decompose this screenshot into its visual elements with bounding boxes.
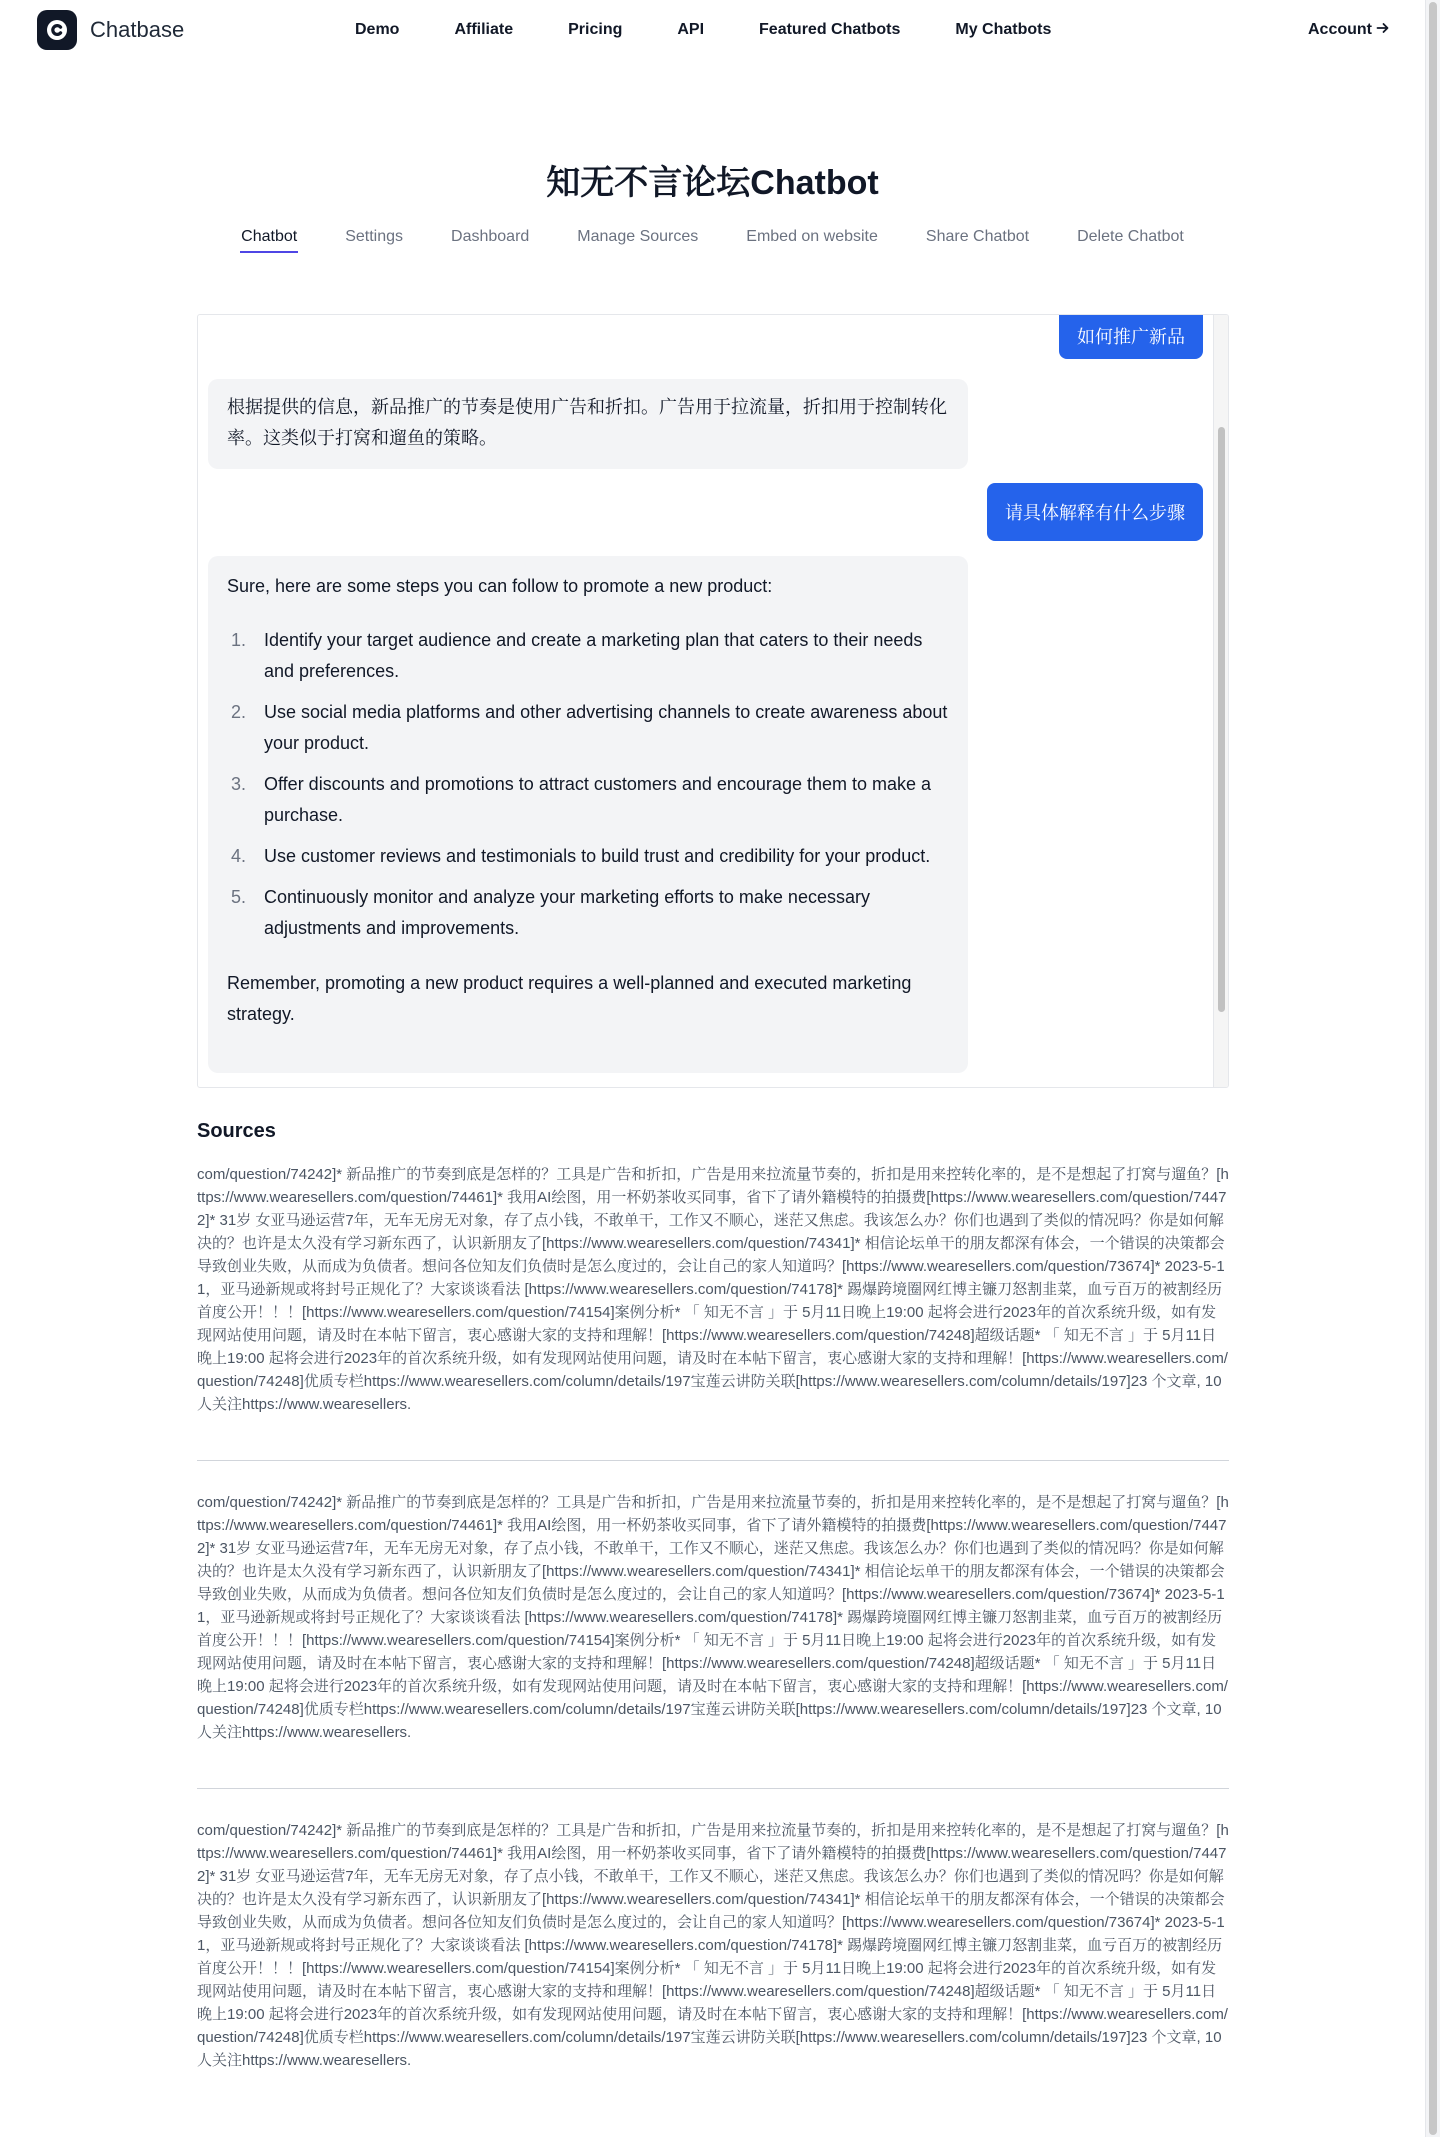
sources-title: Sources [197, 1120, 276, 1142]
step-text: Use social media platforms and other advertising channels to create awareness about your product. [264, 702, 948, 753]
chatbase-logo-icon [37, 10, 77, 50]
chat-scrollbar-thumb[interactable] [1218, 427, 1225, 1012]
page-scrollbar-thumb[interactable] [1429, 2, 1437, 2135]
chatbot-tabs [0, 226, 1425, 253]
tab-manage-sources[interactable]: Manage Sources [577, 228, 699, 245]
steps-list [227, 625, 949, 944]
nav-link-affiliate[interactable]: Affiliate [454, 21, 514, 38]
step-text: Offer discounts and promotions to attract customers and encourage them to make a purchase. [264, 774, 932, 825]
bot-message [208, 379, 968, 469]
page-scrollbar[interactable] [1425, 0, 1440, 2137]
bot-message-outro: Remember, promoting a new product requires a well-planned and executed marketing strategy. [227, 973, 912, 1024]
chat-scrollbar[interactable] [1213, 315, 1228, 1087]
nav-links [355, 0, 1051, 60]
source-item: com/question/74242]* 新品推广的节奏到底是怎样的？工具是广告和折扣，广告是用来拉流量节奏的，折扣是用来控转化率的，是不是想起了打窝与遛鱼？[https://www.wearesellers.com/question/74461]* 我用AI绘图，用一杯奶茶收买同事，省下了请外籍模特的拍摄费[https://www.wearesellers.com/question/74472]* 31岁 女亚马逊运营7年，无车无房无对象，存了点小钱，不敢单干，工作又不顺心，迷茫又焦虑。我该怎么办？你们也遇到了类似的情况吗？你是如何解决的？也许是太久没有学习新东西了，认识新朋友了[https://www.wearesellers.com/question/74341]* 相信论坛单干的朋友都深有体会，一个错误的决策都会导致创业失败，从而成为负债者。想问各位知友们负债时是怎么度过的，会让自己的家人知道吗？[https://www.wearesellers.com/question/73674]* 2023-5-11，亚马逊新规或将封号正规化了？大家谈谈看法 [https://www.wearesellers.com/question/74178]* 踢爆跨境圈网红博主镰刀怒割韭菜，血亏百万的被割经历首度公开！！！[https://www.wearesellers.com/question/74154]案例分析* 「 知无不言 」于 5月11日晚上19:00 起将会进行2023年的首次系统升级，如有发现网站使用问题，请及时在本帖下留言，衷心感谢大家的支持和理解！[https://www.wearesellers.com/question/74248]超级话题* 「 知无不言 」于 5月11日晚上19:00 起将会进行2023年的首次系统升级，如有发现网站使用问题，请及时在本帖下留言，衷心感谢大家的支持和理解！[https://www.wearesellers.com/question/74248]优质专栏https://www.wearesellers.com/column/details/197宝莲云讲防关联[https://www.wearesellers.com/column/details/197]23 个文章, 10 人关注https://www.wearesellers. [197, 1822, 1229, 2069]
nav-link-api[interactable]: API [677, 21, 705, 38]
nav-link-featured-chatbots[interactable]: Featured Chatbots [759, 21, 901, 38]
arrow-right-icon [1376, 21, 1390, 40]
step-number: 1. [231, 630, 247, 650]
step-text: Identify your target audience and create a marketing plan that caters to their needs and preferences. [264, 630, 923, 681]
step-number: 3. [231, 774, 247, 794]
step-number: 5. [231, 887, 247, 907]
list-item [227, 625, 949, 687]
list-item [227, 841, 949, 872]
bot-message-intro: Sure, here are some steps you can follow to promote a new product: [227, 576, 773, 596]
bot-message [208, 556, 968, 1073]
navbar [0, 0, 1425, 62]
tab-dashboard[interactable]: Dashboard [451, 228, 530, 245]
brand-name: Chatbase [90, 17, 185, 42]
tab-share-chatbot[interactable]: Share Chatbot [925, 228, 1030, 245]
step-text: Continuously monitor and analyze your marketing efforts to make necessary adjustments and improvements. [264, 887, 870, 938]
nav-link-pricing[interactable]: Pricing [568, 21, 623, 38]
source-divider [197, 1788, 1229, 1789]
step-number: 4. [231, 846, 247, 866]
source-item: com/question/74242]* 新品推广的节奏到底是怎样的？工具是广告和折扣，广告是用来拉流量节奏的，折扣是用来控转化率的，是不是想起了打窝与遛鱼？[https://www.wearesellers.com/question/74461]* 我用AI绘图，用一杯奶茶收买同事，省下了请外籍模特的拍摄费[https://www.wearesellers.com/question/74472]* 31岁 女亚马逊运营7年，无车无房无对象，存了点小钱，不敢单干，工作又不顺心，迷茫又焦虑。我该怎么办？你们也遇到了类似的情况吗？你是如何解决的？也许是太久没有学习新东西了，认识新朋友了[https://www.wearesellers.com/question/74341]* 相信论坛单干的朋友都深有体会，一个错误的决策都会导致创业失败，从而成为负债者。想问各位知友们负债时是怎么度过的，会让自己的家人知道吗？[https://www.wearesellers.com/question/73674]* 2023-5-11，亚马逊新规或将封号正规化了？大家谈谈看法 [https://www.wearesellers.com/question/74178]* 踢爆跨境圈网红博主镰刀怒割韭菜，血亏百万的被割经历首度公开！！！[https://www.wearesellers.com/question/74154]案例分析* 「 知无不言 」于 5月11日晚上19:00 起将会进行2023年的首次系统升级，如有发现网站使用问题，请及时在本帖下留言，衷心感谢大家的支持和理解！[https://www.wearesellers.com/question/74248]超级话题* 「 知无不言 」于 5月11日晚上19:00 起将会进行2023年的首次系统升级，如有发现网站使用问题，请及时在本帖下留言，衷心感谢大家的支持和理解！[https://www.wearesellers.com/question/74248]优质专栏https://www.wearesellers.com/column/details/197宝莲云讲防关联[https://www.wearesellers.com/column/details/197]23 个文章, 10 人关注https://www.wearesellers. [197, 1166, 1229, 1413]
page-title: 知无不言论坛Chatbot [546, 164, 879, 202]
tab-chatbot[interactable]: Chatbot [240, 226, 298, 253]
account-link[interactable] [1308, 0, 1390, 60]
source-item: com/question/74242]* 新品推广的节奏到底是怎样的？工具是广告和折扣，广告是用来拉流量节奏的，折扣是用来控转化率的，是不是想起了打窝与遛鱼？[https://www.wearesellers.com/question/74461]* 我用AI绘图，用一杯奶茶收买同事，省下了请外籍模特的拍摄费[https://www.wearesellers.com/question/74472]* 31岁 女亚马逊运营7年，无车无房无对象，存了点小钱，不敢单干，工作又不顺心，迷茫又焦虑。我该怎么办？你们也遇到了类似的情况吗？你是如何解决的？也许是太久没有学习新东西了，认识新朋友了[https://www.wearesellers.com/question/74341]* 相信论坛单干的朋友都深有体会，一个错误的决策都会导致创业失败，从而成为负债者。想问各位知友们负债时是怎么度过的，会让自己的家人知道吗？[https://www.wearesellers.com/question/73674]* 2023-5-11，亚马逊新规或将封号正规化了？大家谈谈看法 [https://www.wearesellers.com/question/74178]* 踢爆跨境圈网红博主镰刀怒割韭菜，血亏百万的被割经历首度公开！！！[https://www.wearesellers.com/question/74154]案例分析* 「 知无不言 」于 5月11日晚上19:00 起将会进行2023年的首次系统升级，如有发现网站使用问题，请及时在本帖下留言，衷心感谢大家的支持和理解！[https://www.wearesellers.com/question/74248]超级话题* 「 知无不言 」于 5月11日晚上19:00 起将会进行2023年的首次系统升级，如有发现网站使用问题，请及时在本帖下留言，衷心感谢大家的支持和理解！[https://www.wearesellers.com/question/74248]优质专栏https://www.wearesellers.com/column/details/197宝莲云讲防关联[https://www.wearesellers.com/column/details/197]23 个文章, 10 人关注https://www.wearesellers. [197, 1494, 1229, 1741]
list-item [227, 769, 949, 831]
tab-delete-chatbot[interactable]: Delete Chatbot [1077, 228, 1184, 245]
nav-link-my-chatbots[interactable]: My Chatbots [955, 21, 1052, 38]
step-text: Use customer reviews and testimonials to build trust and credibility for your product. [264, 846, 931, 866]
nav-link-demo[interactable]: Demo [355, 21, 400, 38]
source-divider [197, 1460, 1229, 1461]
account-label: Account [1308, 21, 1372, 38]
step-number: 2. [231, 702, 247, 722]
brand[interactable] [37, 10, 184, 50]
user-message: 请具体解释有什么步骤 [987, 483, 1203, 541]
chat-window[interactable] [197, 314, 1229, 1088]
user-message: 如何推广新品 [1059, 314, 1203, 359]
tab-embed-on-website[interactable]: Embed on website [746, 228, 878, 245]
list-item [227, 882, 949, 944]
list-item [227, 697, 949, 759]
tab-settings[interactable]: Settings [345, 228, 404, 245]
bot-message-text: 根据提供的信息，新品推广的节奏是使用广告和折扣。广告用于拉流量，折扣用于控制转化率。这类似于打窝和遛鱼的策略。 [227, 397, 947, 448]
